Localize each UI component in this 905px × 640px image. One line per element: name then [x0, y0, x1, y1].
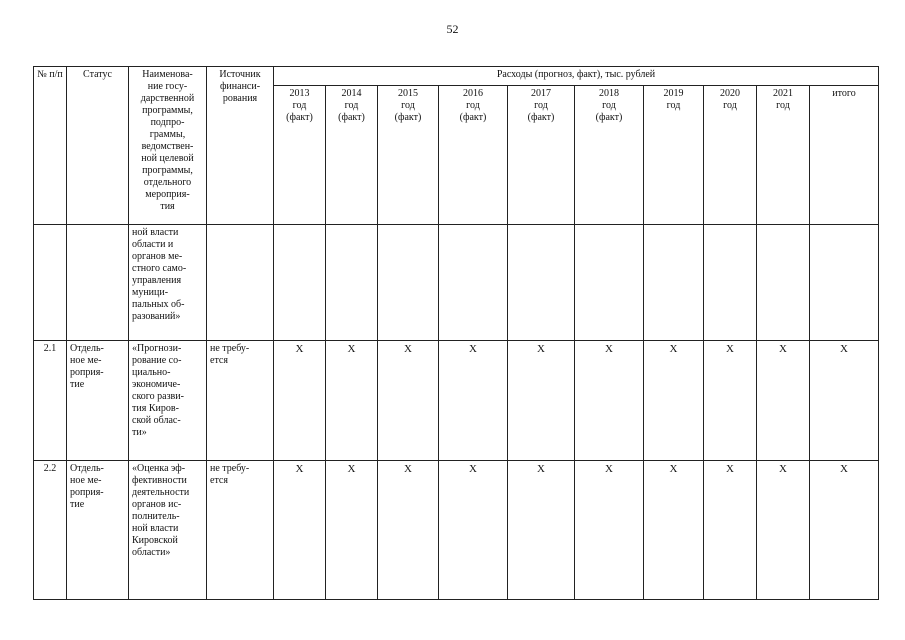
row-status: Отдель- ное ме- роприя- тие [67, 341, 129, 461]
row-value: Х [757, 461, 810, 600]
row-value [274, 225, 326, 341]
row-name: «Оценка эф- фективности деятельности органов ис- полнитель- ной власти Кировской области» [129, 461, 207, 600]
table-row [34, 225, 879, 341]
page-number: 52 [446, 22, 459, 36]
header-year: 2016 год (факт) [439, 86, 508, 225]
header-year: 2021 год [757, 86, 810, 225]
row-value: Х [508, 341, 575, 461]
expenses-table [33, 66, 879, 600]
row-value: Х [704, 341, 757, 461]
header-year: 2017 год (факт) [508, 86, 575, 225]
row-number: 2.2 [34, 461, 67, 600]
header-year: 2020 год [704, 86, 757, 225]
row-value [704, 225, 757, 341]
row-value: Х [378, 341, 439, 461]
table-row [34, 341, 879, 461]
row-value: Х [757, 341, 810, 461]
row-value: Х [644, 461, 704, 600]
header-year: 2014 год (факт) [326, 86, 378, 225]
row-value [439, 225, 508, 341]
row-value [326, 225, 378, 341]
row-value: Х [378, 461, 439, 600]
row-value: Х [439, 461, 508, 600]
row-value [575, 225, 644, 341]
row-value [378, 225, 439, 341]
row-value [508, 225, 575, 341]
row-status: Отдель- ное ме- роприя- тие [67, 461, 129, 600]
header-year: 2018 год (факт) [575, 86, 644, 225]
header-expenses-title: Расходы (прогноз, факт), тыс. рублей [274, 67, 879, 86]
row-value: Х [326, 341, 378, 461]
row-name: «Прогнози- рование со- циально- экономиче- ского разви- тия Киров- ской облас- ти» [129, 341, 207, 461]
row-number: 2.1 [34, 341, 67, 461]
row-number [34, 225, 67, 341]
row-value: Х [704, 461, 757, 600]
header-total: итого [810, 86, 879, 225]
row-value [757, 225, 810, 341]
row-value: Х [274, 341, 326, 461]
row-name: ной власти области и органов ме- стного само- управления муници- пальных об- разований» [129, 225, 207, 341]
row-status [67, 225, 129, 341]
header-source: Источник финанси- рования [207, 67, 274, 225]
row-source [207, 225, 274, 341]
row-value: Х [810, 341, 879, 461]
row-value: Х [644, 341, 704, 461]
row-value [644, 225, 704, 341]
header-number: № п/п [34, 67, 67, 225]
header-name: Наименова- ние госу- дарственной программы, подпро- граммы, ведомствен- ной целевой программы, отдельного мероприя- тия [129, 67, 207, 225]
row-source: не требу- ется [207, 461, 274, 600]
table-row [34, 461, 879, 600]
row-value: Х [575, 341, 644, 461]
header-year: 2015 год (факт) [378, 86, 439, 225]
row-value: Х [439, 341, 508, 461]
header-year: 2013 год (факт) [274, 86, 326, 225]
row-source: не требу- ется [207, 341, 274, 461]
row-value: Х [274, 461, 326, 600]
row-value: Х [508, 461, 575, 600]
row-value: Х [326, 461, 378, 600]
header-year: 2019 год [644, 86, 704, 225]
row-value: Х [575, 461, 644, 600]
row-value [810, 225, 879, 341]
row-value: Х [810, 461, 879, 600]
header-status: Статус [67, 67, 129, 225]
